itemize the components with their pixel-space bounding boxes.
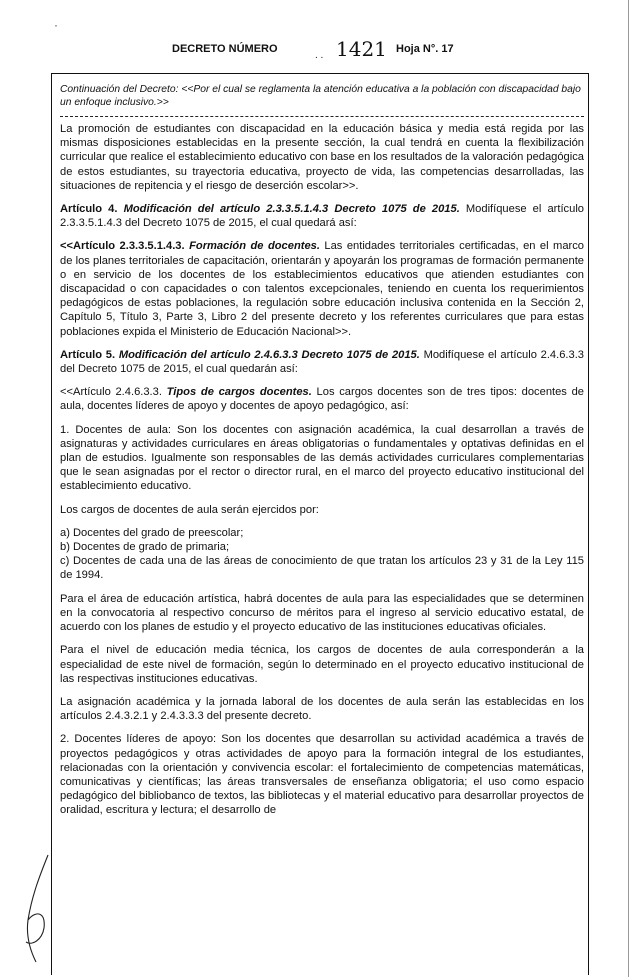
article-5-title: Modificación del artículo 2.4.6.3.3 Decreto 1075 de 2015.	[118, 348, 420, 361]
list-docentes	[60, 526, 584, 583]
paragraph-docentes-aula: 1. Docentes de aula: Son los docentes con asignación académica, la cual desarrollan a través de asignaturas y actividades curriculares en áreas obligatorias o fundamentales y optativas definidas en el plan de estudios. Igualmente son responsables de las demás actividades curriculares complementarias que le sean asignadas por el rector o director rural, en el marco del proyecto educativo institucional del establecimiento educativo.	[60, 423, 584, 493]
article-4-quote-title: Formación de docentes.	[189, 240, 320, 253]
article-4-text: Modifíquese el artículo 2.3.3.5.1.4.3 del Decreto 1075 de 2015, el cual quedará así:	[60, 203, 584, 230]
paragraph-asignacion: La asignación académica y la jornada laboral de los docentes de aula serán las establecidas en los artículos 2.4.3.2.1 y 2.4.3.3.3 del presente decreto.	[60, 695, 584, 723]
paragraph-promocion: La promoción de estudiantes con discapacidad en la educación básica y media está regida por las mismas disposiciones establecidas en la presente sección, la cual tendrá en cuenta la flexibilización curricular que realice el establecimiento educativo con base en los resultados de la valoración pedagógica de estos estudiantes, su trayectoria educativa, proyecto de vida, las competencias desarrolladas, las situaciones de repitencia y el riesgo de deserción escolar>>.	[60, 123, 584, 192]
paragraph-tecnica: Para el nivel de educación media técnica, los cargos de docentes de aula corresponderán a la especialidad de este nivel de formación, según lo determinado en el proyecto educativo institucional de las respectivas instituciones educativas.	[60, 644, 584, 685]
page-number-label: Hoja N°. 17	[396, 43, 454, 55]
paragraph-lideres: 2. Docentes líderes de apoyo: Son los docentes que desarrollan su actividad académica a través de proyectos pedagógicos y otras actividades de apoyo para la formación integral de los estudiantes, relacionadas con la orientación y convivencia escolar: el fortalecimiento de competencias matemáticas, comunicativas y científicas; las áreas transversales de enseñanza obligatoria; el uso como espacio pedagógico del bibliobanco de textos, las bibliotecas y el material educativo para desarrollar proyectos de oralidad, escritura y lectura; el desarrollo de	[60, 733, 584, 817]
article-5-quote	[60, 385, 584, 413]
article-5-quote-text: Los cargos docentes son de tres tipos: docentes de aula, docentes líderes de apoyo y docentes de apoyo pedagógico, así:	[60, 386, 584, 413]
article-5-quote-label: <<Artículo 2.4.6.3.3.	[60, 386, 162, 399]
article-5-quote-title: Tipos de cargos docentes.	[166, 386, 312, 399]
decreto-number: 1421	[336, 37, 387, 61]
article-4-quote-text: Las entidades territoriales certificadas, en el marco de los planes territoriales de capacitación, orientarán y apoyarán los programas de formación permanente o en servicio de los docentes de los establecimientos educativos que atienden estudiantes con discapacidad o con capacidades o con talentos excepcionales, teniendo en cuenta los requerimientos pedagógicos de estas poblaciones, la regulación sobre educación inclusiva contenida en la Sección 2, Capítulo 5, Título 3, Parte 3, Libro 2 del presente decreto y los referentes curriculares que para estas poblaciones expida el Ministerio de Educación Nacional>>.	[60, 240, 584, 338]
article-4-title: Modificación del artículo 2.3.3.5.1.4.3 Decreto 1075 de 2015.	[123, 203, 460, 216]
scan-edge-line	[628, 0, 629, 977]
continuation-note: Continuación del Decreto: <<Por el cual se reglamenta la atención educativa a la población con discapacidad bajo un enfoque inclusivo.>>	[60, 84, 581, 108]
list-item: c) Docentes de cada una de las áreas de conocimiento de que tratan los artículos 23 y 31 de la Ley 115 de 1994.	[60, 555, 584, 582]
list-item: b) Docentes de grado de primaria;	[60, 541, 230, 554]
document-body	[60, 122, 584, 827]
scan-speck-mark: ·	[54, 18, 58, 32]
paragraph-cargos: Los cargos de docentes de aula serán ejercidos por:	[60, 503, 319, 516]
article-4	[60, 202, 584, 230]
underline-dots: . .	[315, 50, 324, 61]
article-4-quote-label: <<Artículo 2.3.3.5.1.4.3.	[60, 240, 185, 253]
margin-initial-signature	[18, 850, 58, 970]
article-4-quote	[60, 239, 584, 338]
article-5	[60, 348, 584, 376]
article-5-text: Modifíquese el artículo 2.4.6.3.3 del Decreto 1075 de 2015, el cual quedarán así:	[60, 348, 584, 376]
dashed-separator	[60, 116, 584, 117]
article-4-label: Artículo 4.	[60, 203, 118, 216]
decreto-label: DECRETO NÚMERO	[172, 43, 278, 55]
article-5-label: Artículo 5.	[60, 348, 116, 361]
document-header	[0, 37, 639, 61]
list-item: a) Docentes del grado de preescolar;	[60, 526, 244, 539]
paragraph-artistica: Para el área de educación artística, habrá docentes de aula para las especialidades que se determinen en la convocatoria al respectivo concurso de méritos para el ingreso al servicio educativo estatal, de acuerdo con los planes de estudio y el proyecto educativo de las instituciones educativas oficiales.	[60, 592, 584, 634]
